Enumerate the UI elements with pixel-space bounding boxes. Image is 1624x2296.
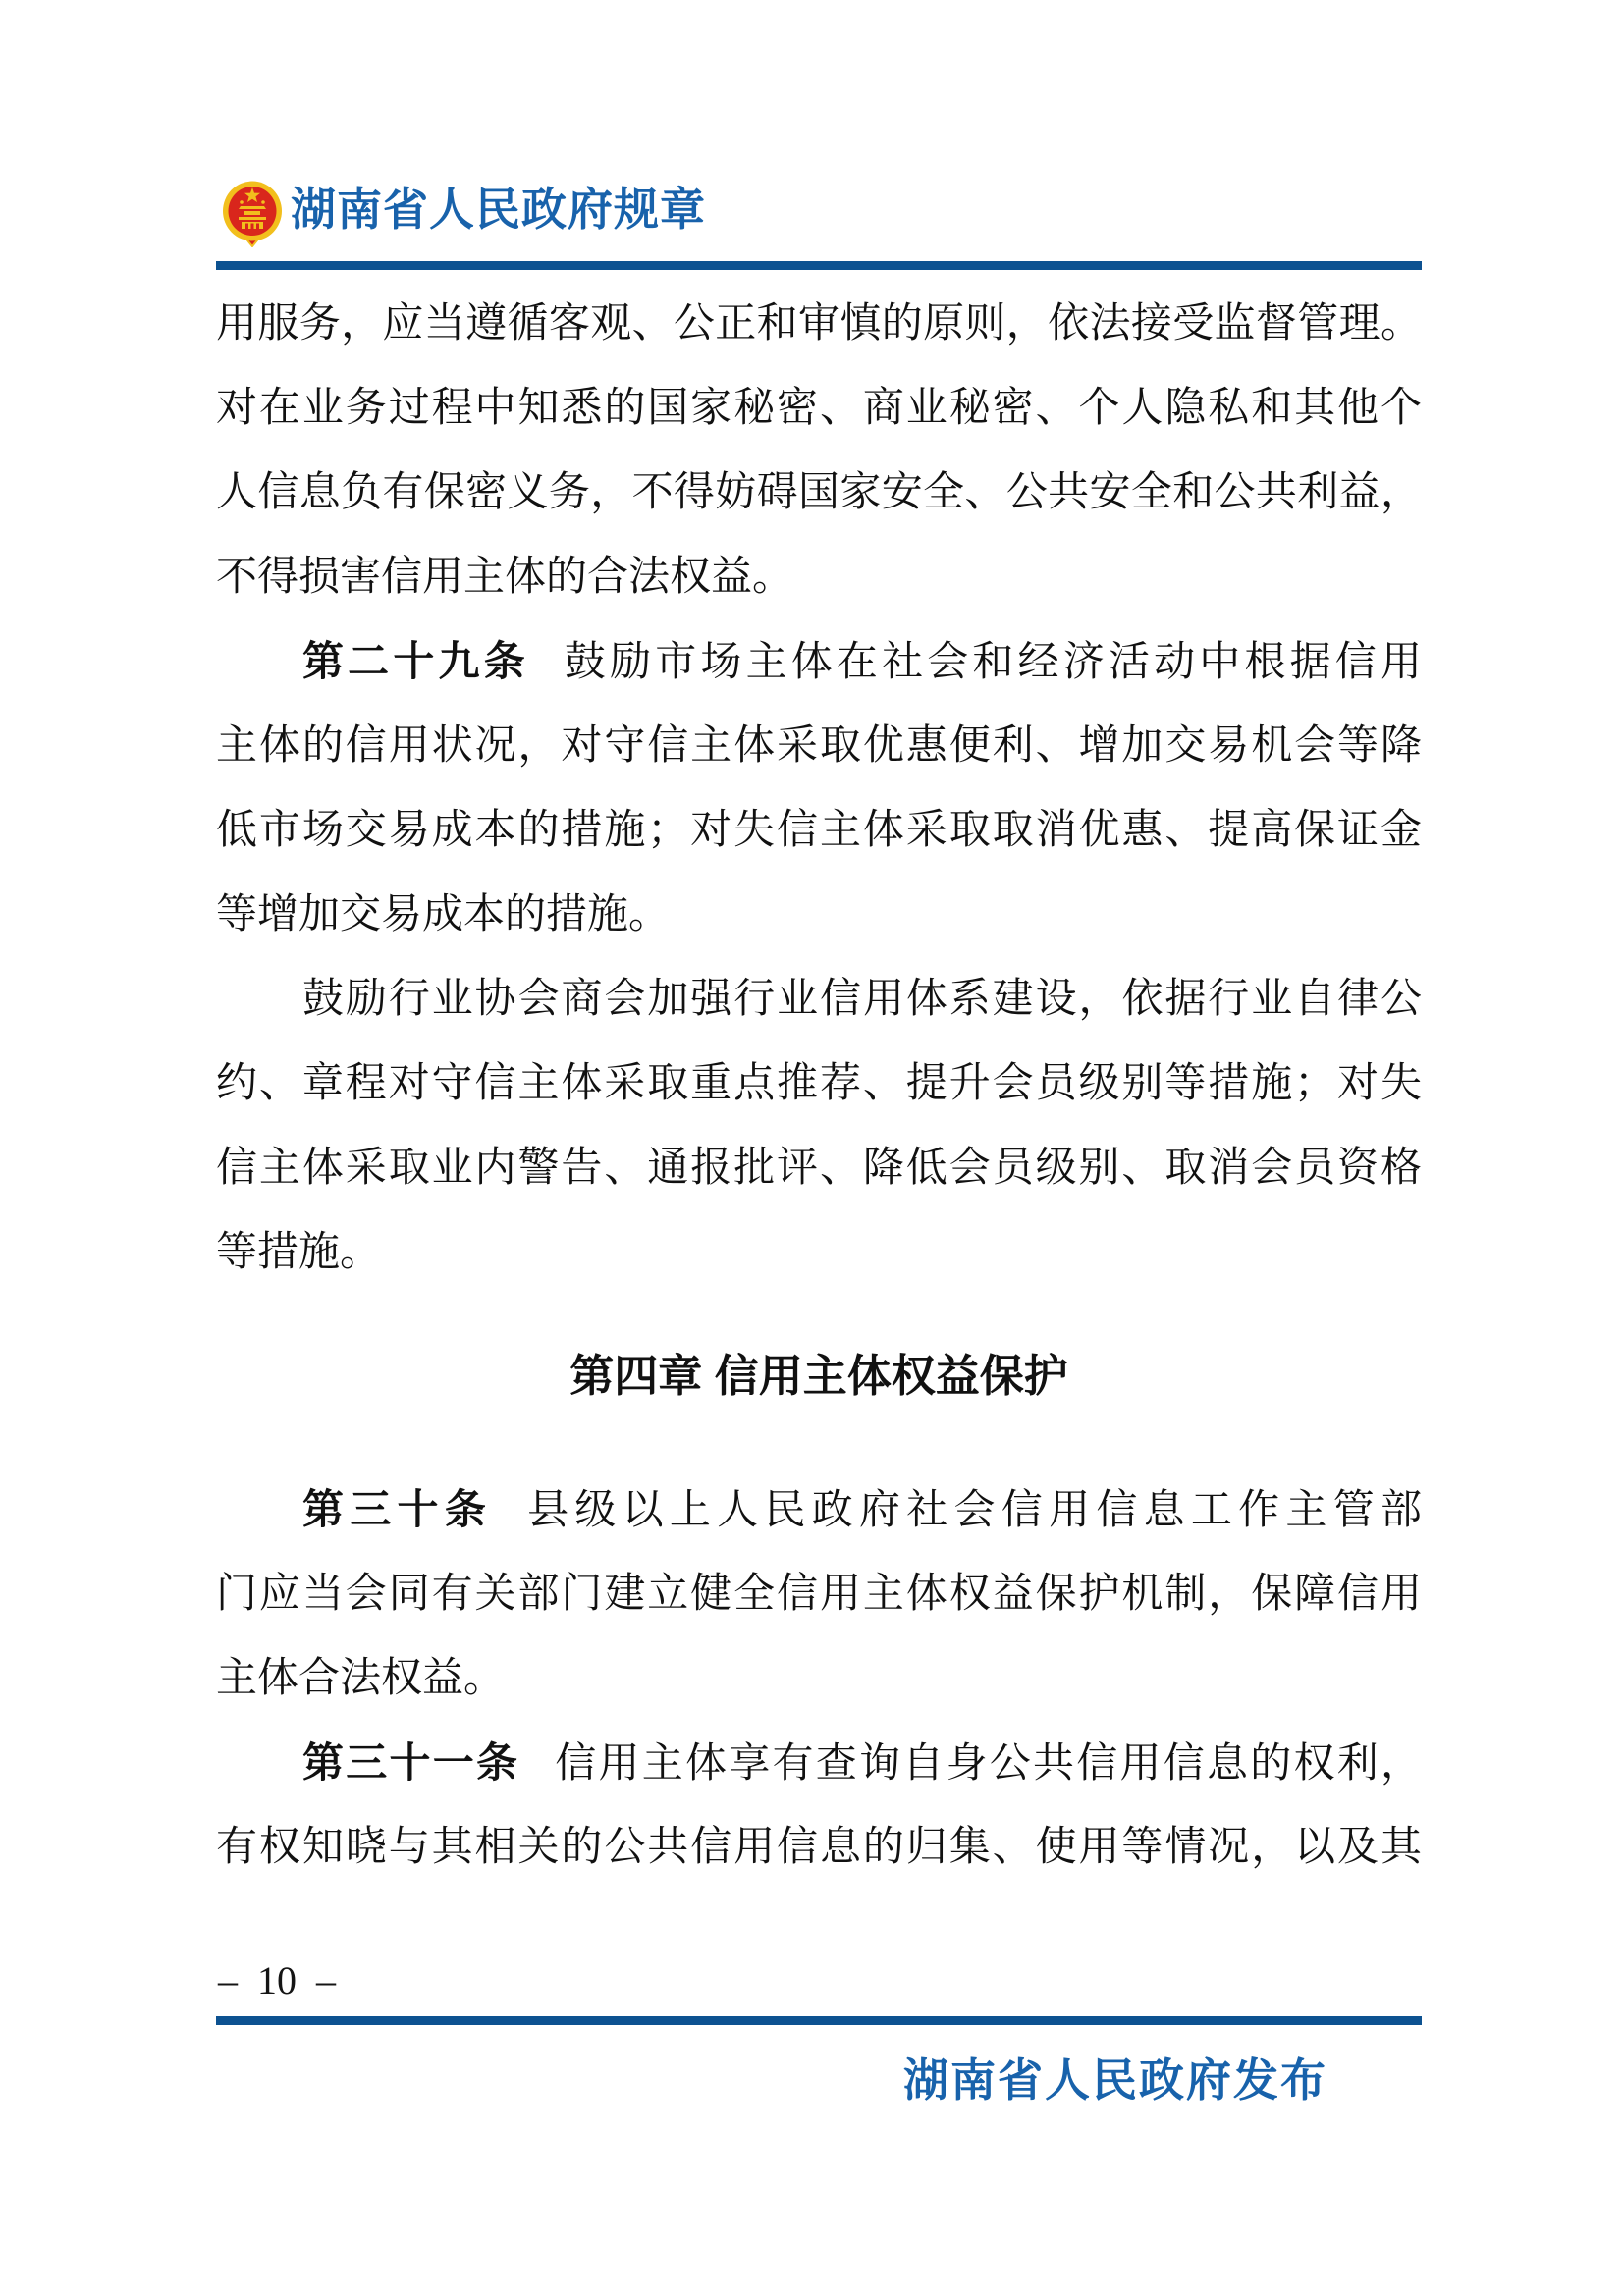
footer-rule xyxy=(216,2016,1422,2025)
article-number: 第二十九条 xyxy=(302,638,529,684)
body-line xyxy=(216,1636,1422,1721)
body-line xyxy=(216,1721,1422,1805)
page-header-title: 湖南省人民政府规章 xyxy=(291,184,706,235)
body-line xyxy=(216,788,1422,873)
body-line-text: 鼓励市场主体在社会和经济活动中根据信用 xyxy=(564,640,1422,685)
body-line-text: 信用主体享有查询自身公共信用信息的权利， xyxy=(555,1741,1422,1787)
chapter-heading: 第四章 信用主体权益保护 xyxy=(569,1351,1068,1401)
page-number: – 10 – xyxy=(218,1958,336,2002)
body-line-text: 等措施。 xyxy=(216,1230,382,1275)
body-line-text: 对在业务过程中知悉的国家秘密、商业秘密、个人隐私和其他个 xyxy=(216,386,1422,431)
body-line-text: 低市场交易成本的措施；对失信主体采取取消优惠、提高保证金 xyxy=(216,808,1422,853)
body-line-text: 有权知晓与其相关的公共信用信息的归集、使用等情况，以及其 xyxy=(216,1825,1422,1870)
body-line-text: 县级以上人民政府社会信用信息工作主管部 xyxy=(527,1488,1422,1533)
body-line xyxy=(216,957,1422,1041)
body-line-text: 等增加交易成本的措施。 xyxy=(216,892,671,937)
body-line xyxy=(216,451,1422,535)
body-line xyxy=(216,535,1422,619)
publisher-label: 湖南省人民政府发布 xyxy=(903,2056,1327,2106)
body-line xyxy=(216,1552,1422,1636)
body-line-text: 约、章程对守信主体采取重点推荐、提升会员级别等措施；对失 xyxy=(216,1061,1422,1106)
body-line xyxy=(216,619,1422,704)
document-body xyxy=(216,282,1422,1890)
body-line xyxy=(216,1210,1422,1295)
body-line xyxy=(216,873,1422,957)
body-line-text: 人信息负有保密义务，不得妨碍国家安全、公共安全和公共利益， xyxy=(216,470,1422,515)
body-line xyxy=(216,282,1422,366)
body-line xyxy=(216,366,1422,451)
body-line-text: 主体合法权益。 xyxy=(216,1656,506,1701)
national-emblem-icon xyxy=(222,181,283,247)
body-line-text: 不得损害信用主体的合法权益。 xyxy=(216,555,794,600)
body-line xyxy=(216,1041,1422,1126)
body-line-text: 用服务，应当遵循客观、公正和审慎的原则，依法接受监督管理。 xyxy=(216,301,1422,347)
body-line xyxy=(216,1468,1422,1552)
article-number: 第三十条 xyxy=(302,1486,493,1532)
body-line-text: 主体的信用状况，对守信主体采取优惠便利、增加交易机会等降 xyxy=(216,723,1422,769)
body-line-text: 鼓励行业协会商会加强行业信用体系建设，依据行业自律公 xyxy=(302,977,1422,1022)
body-line-text: 门应当会同有关部门建立健全信用主体权益保护机制，保障信用 xyxy=(216,1572,1422,1617)
header-rule xyxy=(216,261,1422,270)
article-number: 第三十一条 xyxy=(302,1739,520,1786)
body-line xyxy=(216,704,1422,788)
body-line-text: 信主体采取业内警告、通报批评、降低会员级别、取消会员资格 xyxy=(216,1146,1422,1191)
body-line xyxy=(216,1126,1422,1210)
body-line xyxy=(216,1805,1422,1890)
